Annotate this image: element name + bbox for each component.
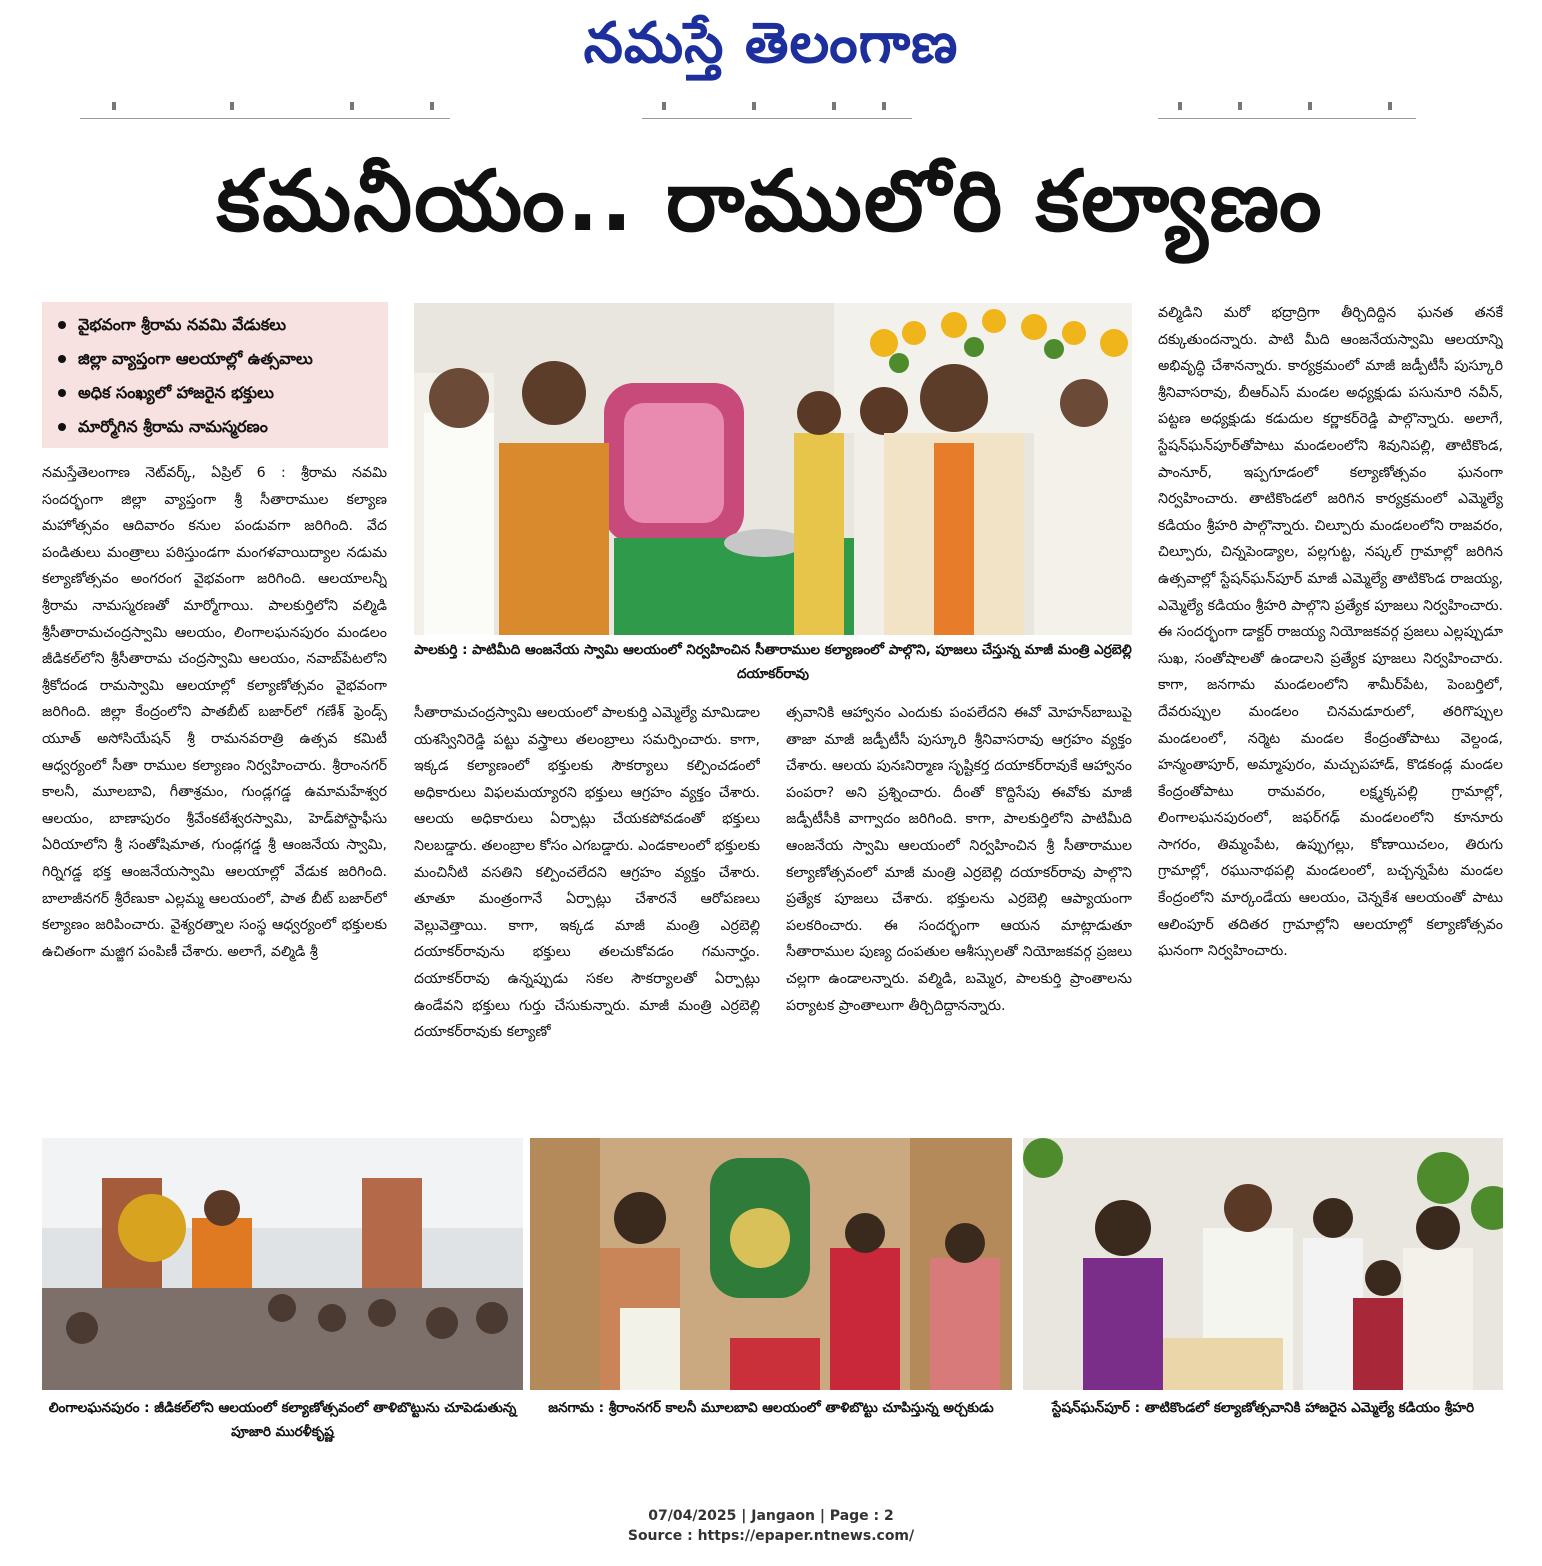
highlight-item: జిల్లా వ్యాప్తంగా ఆలయాల్లో ఉత్సవాలు	[54, 342, 376, 376]
article-column-2: సీతారామచంద్రస్వామి ఆలయంలో పాలకుర్తి ఎమ్మెల్యే మామిడాల యశస్వినిరెడ్డి పట్టు వస్త్రాలు తలంబ్రాలు సమర్పించారు. కాగా, ఇక్కడ కల్యాణంలో భక్తులకు సౌకర్యాలు కల్పించడంలో అధికారులు విఫలమయ్యారని భక్తులు ఆగ్రహం వ్యక్తం చేశారు. ఆలయ అధికారులు ఏర్పాట్లు చేయకపోవడంతో భక్తులు నిలబడ్డారు. తలంబ్రాల కోసం ఎగబడ్డారు. ఎండకాలంలో భక్తులకు మంచినీటి వసతిని కల్పించలేదని ఆగ్రహం వ్యక్తం చేశారు. తూతూ మంత్రంగానే ఏర్పాట్లు చేశారనే ఆరోపణలు వెల్లువెత్తాయి. కాగా, ఇక్కడ మాజీ మంత్రి ఎర్రబెల్లి దయాకర్‌రావును భక్తులు తలచుకోవడం గమనార్హం. దయాకర్‌రావు ఉన్నప్పుడు సకల సౌకర్యాలతో ఏర్పాట్లు ఉండేవని భక్తులు గుర్తు చేసుకున్నారు. మాజీ మంత్రి ఎర్రబెల్లి దయాకర్‌రావుకు కల్యాణో	[414, 705, 760, 1041]
teaser-strip-left	[80, 100, 450, 119]
photo-lingalaghanpur	[42, 1138, 523, 1390]
highlight-item: వైభవంగా శ్రీరామ నవమి వేడుకలు	[54, 308, 376, 342]
highlight-item: మార్మోగిన శ్రీరామ నామస్మరణం	[54, 410, 376, 444]
highlights-box	[42, 302, 388, 448]
bullet-icon	[58, 355, 66, 363]
photo-caption-station-ghanpur: స్టేషన్‌ఘన్‌పూర్ : తాటికొండలో కల్యాణోత్సవానికి హాజరైన ఎమ్మెల్యే కడియం శ్రీహరి	[1051, 1400, 1475, 1416]
teaser-strip-right	[1158, 100, 1416, 119]
photo-caption-lingalaghanpur: లింగాలఘనపురం : జీడికల్‌లోని ఆలయంలో కల్యాణోత్సవంలో తాళిబొట్టును చూపెడుతున్న పూజారి మురళీకృష్ణ	[48, 1400, 517, 1440]
article-column-4: వల్మిడిని మరో భద్రాద్రిగా తీర్చిదిద్దిన ఘనత తనకే దక్కుతుందన్నారు. పాటి మీది ఆంజనేయస్వామి ఆలయాన్ని అభివృద్ధి చేశానన్నారు. కార్యక్రమంలో మాజీ జడ్పీటీసీ పుస్కూరి శ్రీనివాసరావు, బీఆర్‌ఎస్ మండల అధ్యక్షుడు పసునూరి నవీన్, పట్టణ అధ్యక్షుడు కడుదుల కర్ణాకర్‌రెడ్డి పాల్గొన్నారు. అలాగే, స్టేషన్‌ఘన్‌పూర్‌తోపాటు మండలంలోని శివునిపల్లి, తాటికొండ, పాంనూర్, ఇప్పగూడంలో కల్యాణోత్సవం ఘనంగా నిర్వహించారు. తాటికొండలో జరిగిన కార్యక్రమంలో ఎమ్మెల్యే కడియం శ్రీహరి పాల్గొన్నారు. చిల్పూరు మండలంలోని రాజవరం, చిల్పూరు, చిన్నపెండ్యాల, పల్లగుట్ట, నష్కల్ గ్రామాల్లో జరిగిన ఉత్సవాల్లో స్టేషన్‌ఘన్‌పూర్ మాజీ ఎమ్మెల్యే తాటికొండ రాజయ్య, ఎమ్మెల్యే కడియం శ్రీహరి పాల్గొని ప్రత్యేక పూజలు నిర్వహించారు. ఈ సందర్భంగా డాక్టర్ రాజయ్య నియోజకవర్గ ప్రజలు ఎల్లప్పుడూ సుఖ, సంతోషాలతో ఉండాలని ప్రత్యేక పూజలు నిర్వహించారు. కాగా, జనగామ మండలంలోని శామీర్‌పేట, పెంబర్తిలో, దేవరుప్పుల మండలం చినమడూరులో, తరిగొప్పుల మండలంలో, నర్మెట మండల కేంద్రంతోపాటు వెల్దండ, హన్మంతాపూర్, అమ్మాపురం, మచ్చుపహాడ్, కొడకండ్ల మండల కేంద్రంతోపాటు రామవరం, లక్ష్మక్కపల్లి గ్రామాల్లో, లింగాలఘనపురంలో, జఫర్‌గఢ్ మండలంలోని కూనూరు సాగరం, తిమ్మంపేట, ఉప్పుగల్లు, కోణాయిచలం, తిరుగు గ్రామాల్లో, రఘునాథపల్లి మండలంలో, బచ్చన్నపేట మండల కేంద్రంలోని మార్కండేయ ఆలయం, చెన్నకేశ ఆలయంతో పాటు ఆలింపూర్ తదితర గ్రామాల్లోని ఆలయాల్లో కల్యాణోత్సవం ఘనంగా నిర్వహించారు.	[1158, 305, 1503, 960]
bullet-icon	[58, 389, 66, 397]
article-column-1: నమస్తేతెలంగాణ నెట్‌వర్క్, ఏప్రిల్ 6 : శ్రీరామ నవమి సందర్భంగా జిల్లా వ్యాప్తంగా శ్రీ సీతారాముల కల్యాణ మహోత్సవం ఆదివారం కనుల పండువగా జరిగింది. వేద పండితులు మంత్రాలు పఠిస్తుండగా మంగళవాయిద్యాల నడుమ కల్యాణోత్సవం అంగరంగ వైభవంగా జరిగింది. ఆలయాలన్నీ శ్రీరామ నామస్మరణతో మార్మోగాయి. పాలకుర్తిలోని వల్మిడి శ్రీసీతారామచంద్రస్వామి ఆలయం, లింగాలఘనపురం మండలం జీడికల్‌లోని శ్రీసీతారామ చంద్రస్వామి ఆలయం, నవాబ్‌పేటలోని శ్రీకోదండ రామస్వామి ఆలయాల్లో కల్యాణోత్సవం వైభవంగా జరిగింది. జిల్లా కేంద్రంలోని పాతబీట్ బజార్‌లో గణేశ్ ఫ్రెండ్స్ యూత్ అసోసియేషన్ శ్రీ రామనవరాత్రి ఉత్సవ కమిటీ ఆధ్వర్యంలో సీతా రాముల కల్యాణం నిర్వహించారు. శ్రీరాంనగర్ కాలనీ, మూలబావి, గీతాశ్రమం, గుండ్లగడ్డ ఉమామహేశ్వర ఆలయం, బాణాపురం శ్రీవేంకటేశ్వరస్వామి, హెడ్‌పోస్టాఫీసు ఏరియాలోని శ్రీ సంతోషిమాత, గుండ్లగడ్డ శ్రీ ఆంజనేయ స్వామి, గిర్నిగడ్డ భక్త ఆంజనేయస్వామి ఆలయాల్లో వేడుక జరిగింది. బాలాజీనగర్ శ్రీరేణుకా ఎల్లమ్మ ఆలయంలో, పాత బీట్ బజార్‌లో కల్యాణం జరిపించారు. వైశ్యరత్నాల సంస్థ ఆధ్వర్యంలో భక్తులకు ఉచితంగా మజ్జిగ పంపిణీ చేశారు. అలాగే, వల్మిడి శ్రీ	[42, 465, 387, 960]
bullet-icon	[58, 321, 66, 329]
article-column-3: త్సవానికి ఆహ్వానం ఎందుకు పంపలేదని ఈవో మోహన్‌బాబుపై తాజా మాజీ జడ్పీటీసీ పుస్కూరి శ్రీనివాసరావు ఆగ్రహం వ్యక్తం చేశారు. ఆలయ పునఃనిర్మాణ సృష్టికర్త దయాకర్‌రావుకే ఆహ్వానం పంపరా? అని ప్రశ్నించారు. దీంతో కొద్దిసేపు ఈవోకు మాజీ జడ్పీటీసీకి వాగ్వాదం జరిగింది. కాగా, పాలకుర్తిలోని పాటిమీది ఆంజనేయ స్వామి ఆలయంలో నిర్వహించిన శ్రీ సీతారాముల కల్యాణోత్సవంలో మాజీ మంత్రి ఎర్రబెల్లి దయాకర్‌రావు పాల్గొని ప్రత్యేక పూజలు చేశారు. భక్తులను ఎర్రబెల్లి ఆప్యాయంగా పలకరించారు. ఈ సందర్భంగా ఆయన మాట్లాడుతూ సీతారాముల పుణ్య దంపతుల ఆశీస్సులతో నియోజకవర్గ ప్రజలు చల్లగా ఉండాలన్నారు. వల్మిడి, బమ్మెర, పాలకుర్తి ప్రాంతాలను పర్యాటక ప్రాంతాలుగా తీర్చిదిద్దానన్నారు.	[786, 705, 1132, 1014]
main-photo	[414, 303, 1132, 635]
photo-caption-jangaon: జనగామ : శ్రీరాంనగర్ కాలనీ మూలబావి ఆలయంలో తాళిబొట్టు చూపిస్తున్న అర్చకుడు	[548, 1400, 994, 1416]
article-headline: కమనీయం.. రాములోరి కల్యాణం	[216, 152, 1324, 250]
highlight-item: అధిక సంఖ్యలో హాజరైన భక్తులు	[54, 376, 376, 410]
newspaper-masthead: నమస్తే తెలంగాణ	[583, 10, 959, 76]
bullet-icon	[58, 423, 66, 431]
footer-date-edition: 07/04/2025 | Jangaon | Page : 2	[648, 1508, 894, 1524]
footer-source-link[interactable]: Source : https://epaper.ntnews.com/	[627, 1528, 915, 1544]
teaser-strip-center	[642, 100, 912, 119]
main-photo-caption: పాలకుర్తి : పాటిమీది ఆంజనేయ స్వామి ఆలయంలో నిర్వహించిన సీతారాముల కల్యాణంలో పాల్గొని, పూజలు చేస్తున్న మాజీ మంత్రి ఎర్రబెల్లి దయాకర్‌రావు	[414, 642, 1132, 682]
photo-station-ghanpur	[1023, 1138, 1503, 1390]
photo-jangaon	[530, 1138, 1012, 1390]
